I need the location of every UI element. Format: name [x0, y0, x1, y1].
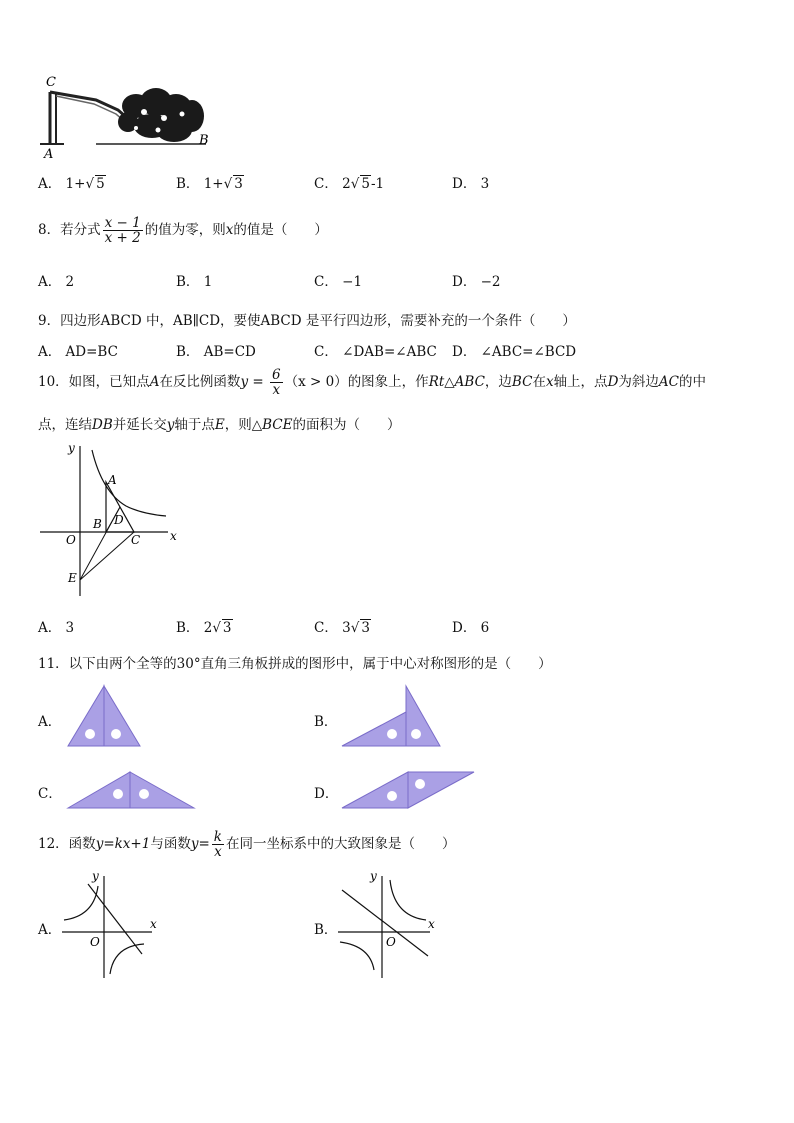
q7-option-b: B． 1+√ 3 — [176, 176, 243, 192]
q11-figure-d — [340, 768, 476, 812]
q11-figure-b — [340, 684, 444, 748]
tree-pole — [40, 92, 64, 144]
q11-label-b: B． — [314, 714, 338, 730]
label-c: C — [131, 533, 141, 547]
q7-option-d: D． 3 — [452, 176, 490, 192]
q12-graph-a — [60, 866, 170, 982]
q10-fraction: $\frac{6}{x}$ — [271, 367, 281, 399]
q8-option-c: C． −1 — [314, 274, 363, 290]
q12-graph-b — [336, 866, 446, 982]
label-x: x — [170, 529, 177, 543]
label-e: E — [68, 571, 77, 585]
q12-fraction: $\frac{k}{x}$ — [213, 829, 222, 861]
axis-y-label: y — [92, 869, 99, 883]
q11-label-c: C． — [38, 786, 62, 802]
label-o: O — [66, 533, 76, 547]
q8-option-d: D． −2 — [452, 274, 501, 290]
q9-stem: 9．四边形ABCD 中，AB∥CD，要使ABCD 是平行四边形，需要补充的一个条件（ ） — [38, 313, 576, 329]
q9-option-b: B． AB=CD — [176, 344, 256, 360]
label-a: A — [44, 147, 54, 160]
q11-figure-a — [66, 684, 142, 748]
q8-stem: 8．若分式 $\frac{x - 1}{x + 2}$ 的值为零，则x的值是（ ） — [38, 215, 328, 247]
q7-option-c: C． 2√ 5-1 — [314, 176, 385, 192]
q10-option-c: C． 3√ 3 — [314, 620, 370, 636]
tree-figure — [36, 70, 216, 160]
axis-x-label: x — [150, 917, 157, 931]
q12-label-a: A． — [38, 922, 62, 938]
q11-stem: 11．以下由两个全等的30°直角三角板拼成的图形中，属于中心对称图形的是（ ） — [38, 656, 552, 672]
q12-stem: 12．函数y=kx+1与函数y= $\frac{k}{x}$ 在同一坐标系中的大致图象是（ ） — [38, 829, 456, 861]
axis-y-label: y — [370, 869, 377, 883]
q8-option-b: B． 1 — [176, 274, 213, 290]
label-a: A — [108, 473, 117, 487]
q10-option-b: B． 2√ 3 — [176, 620, 232, 636]
q8-option-a: A． 2 — [38, 274, 75, 290]
label-b: B — [93, 517, 102, 531]
q10-stem-line1: 10．如图，已知点A在反比例函数y = $\frac{6}{x}$ （x > 0）的图象上，作Rt△ABC，边BC在x轴上，点D为斜边AC的中 — [38, 367, 706, 399]
hyperbola-curve — [92, 450, 166, 516]
q9-option-a: A． AD=BC — [38, 344, 118, 360]
q10-option-a: A． 3 — [38, 620, 75, 636]
label-c: C — [46, 75, 56, 90]
q10-stem-line2: 点，连结DB并延长交y轴于点E，则△BCE的面积为（ ） — [38, 417, 401, 433]
label-d: D — [114, 513, 124, 527]
q11-label-a: A． — [38, 714, 62, 730]
q7-option-a: A． 1+√ 5 — [38, 176, 105, 192]
axis-x-label: x — [428, 917, 435, 931]
q8-fraction: $\frac{x - 1}{x + 2}$ — [104, 215, 141, 247]
label-b: B — [199, 133, 209, 148]
q9-option-d: D． ∠ABC=∠BCD — [452, 344, 577, 360]
tree-canopy — [118, 88, 204, 142]
q11-label-d: D． — [314, 786, 339, 802]
origin-label: O — [90, 935, 100, 949]
segment-ec — [80, 532, 134, 580]
q10-option-d: D． 6 — [452, 620, 490, 636]
q12-label-b: B． — [314, 922, 338, 938]
label-y: y — [68, 441, 75, 455]
q9-option-c: C． ∠DAB=∠ABC — [314, 344, 437, 360]
q10-figure — [36, 440, 186, 600]
origin-label: O — [386, 935, 396, 949]
q11-figure-c — [66, 768, 196, 812]
